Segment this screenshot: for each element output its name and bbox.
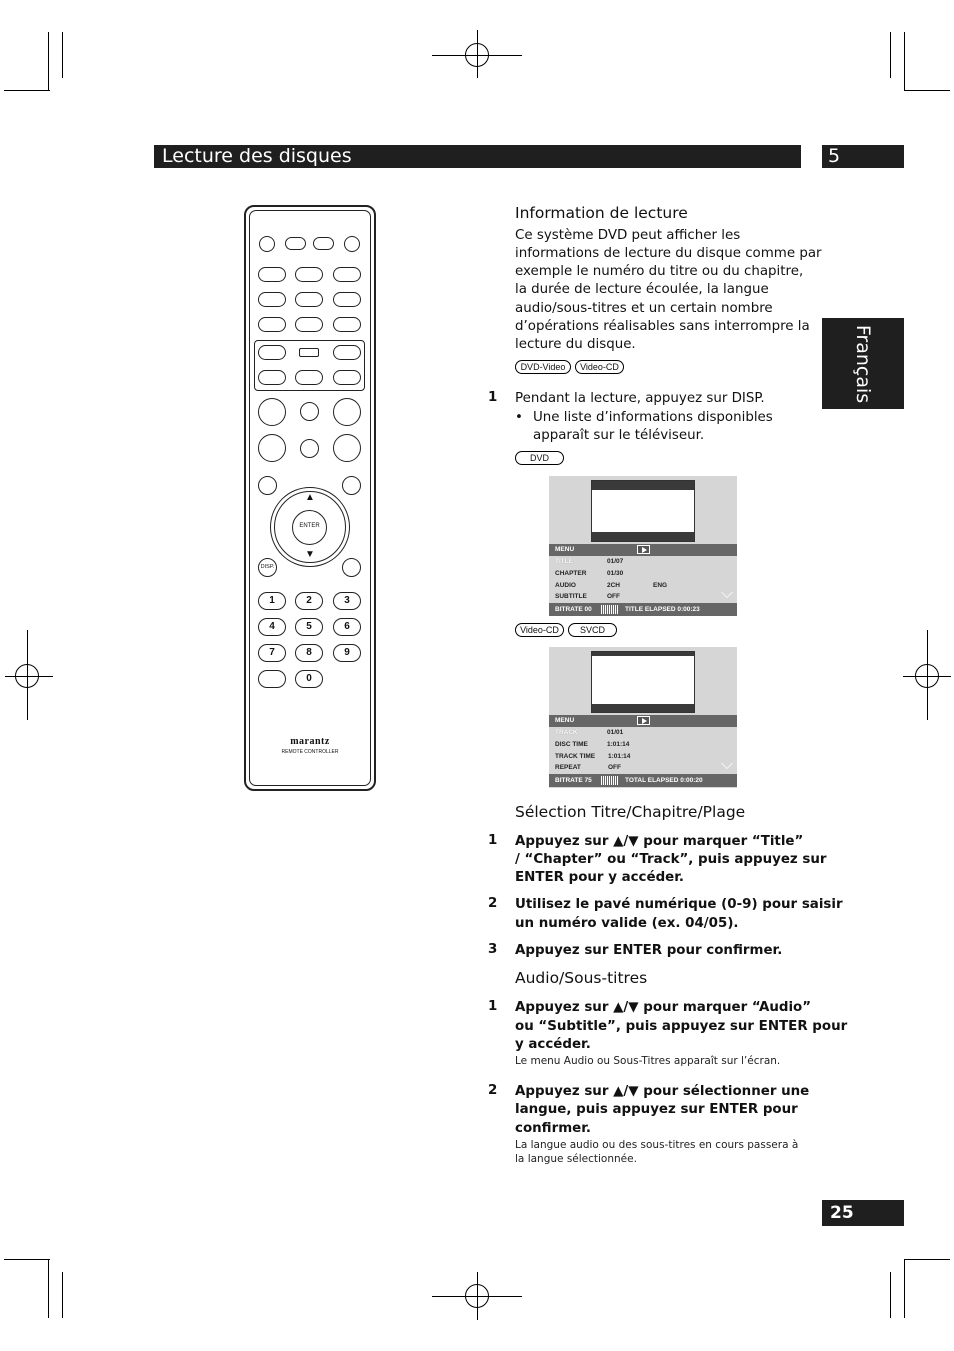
- selection-step-line: un numéro valide (ex. 04/05).: [515, 916, 739, 931]
- section-title: Lecture des disques: [154, 145, 801, 168]
- audio-step-note: Le menu Audio ou Sous-Titres apparaît sur l’écran.: [515, 1055, 781, 1067]
- osd-row-label: TITLE: [555, 558, 574, 565]
- remote-button: [333, 267, 361, 282]
- step-number: 1: [488, 999, 498, 1014]
- remote-button: [258, 434, 286, 462]
- disc-tag-dvd-video: DVD-Video: [515, 360, 571, 374]
- number-button: 1: [258, 592, 286, 610]
- step-number: 3: [488, 942, 498, 957]
- selection-step-line: Appuyez sur ▲/▼ pour marquer “Title”: [515, 834, 804, 849]
- osd-status-bar: [549, 774, 737, 787]
- osd-row-label: REPEAT: [555, 764, 581, 771]
- osd-row-value: 01/30: [607, 570, 624, 577]
- audio-step-line: confirmer.: [515, 1121, 592, 1136]
- remote-button: [333, 398, 361, 426]
- remote-button: [258, 476, 277, 495]
- audio-step-line: y accéder.: [515, 1037, 591, 1052]
- remote-button: [300, 402, 319, 421]
- osd-row-value: 1:01:14: [607, 741, 630, 748]
- remote-button: [342, 558, 361, 577]
- scroll-down-icon: [721, 592, 733, 598]
- remote-button: [313, 237, 334, 250]
- number-button: 8: [295, 644, 323, 662]
- osd-bitrate: BITRATE 00: [555, 606, 592, 613]
- osd-row-label: AUDIO: [555, 582, 576, 589]
- info-intro-line: lecture du disque.: [515, 337, 636, 352]
- remote-button: [333, 370, 361, 385]
- disc-tag-svcd: SVCD: [568, 623, 617, 637]
- bullet-line: apparaît sur le téléviseur.: [533, 428, 705, 443]
- tv-preview-bar: [592, 481, 694, 490]
- number-button: 2: [295, 592, 323, 610]
- disc-tag-video-cd: Video-CD: [575, 360, 624, 374]
- selection-heading: Sélection Titre/Chapitre/Plage: [515, 803, 746, 821]
- selection-step-line: / “Chapter” ou “Track”, puis appuyez sur: [515, 852, 827, 867]
- bitrate-meter-icon: [601, 776, 619, 785]
- play-icon: [637, 545, 650, 554]
- info-heading: Information de lecture: [515, 204, 688, 222]
- audio-step-note: la langue sélectionnée.: [515, 1153, 637, 1165]
- info-intro-line: la durée de lecture écoulée, la langue: [515, 282, 769, 297]
- tv-preview: [591, 480, 695, 542]
- selection-step-line: ENTER pour y accéder.: [515, 870, 685, 885]
- remote-button: [258, 670, 286, 688]
- remote-button: [259, 236, 275, 252]
- chapter-number: 5: [822, 145, 904, 168]
- remote-button: [333, 434, 361, 462]
- audio-heading: Audio/Sous-titres: [515, 969, 648, 987]
- remote-button: [295, 317, 323, 332]
- disc-tag-dvd: DVD: [515, 451, 564, 465]
- dvd-info-screen: [549, 476, 737, 616]
- remote-button: [258, 398, 286, 426]
- number-button: 3: [333, 592, 361, 610]
- number-button: 0: [295, 670, 323, 688]
- remote-button: [258, 292, 286, 307]
- osd-status-bar: [549, 603, 737, 616]
- play-icon: [637, 716, 650, 725]
- remote-button: [333, 292, 361, 307]
- osd-row-label: DISC TIME: [555, 741, 588, 748]
- page-number: 25: [822, 1200, 904, 1226]
- osd-elapsed: TITLE ELAPSED 0:00:23: [625, 606, 700, 613]
- osd-row-label: TRACK: [555, 729, 578, 736]
- step-number: 2: [488, 896, 498, 911]
- audio-step-line: Appuyez sur ▲/▼ pour marquer “Audio”: [515, 1000, 812, 1015]
- info-intro-line: d’opérations réalisables sans interrompre la: [515, 319, 810, 334]
- remote-button: [333, 345, 361, 360]
- selection-step-line: Utilisez le pavé numérique (0-9) pour saisir: [515, 897, 843, 912]
- number-button: 4: [258, 618, 286, 636]
- tv-preview-bar: [592, 704, 694, 712]
- brand-logo: marantz: [290, 736, 330, 747]
- remote-button: [295, 267, 323, 282]
- osd-row-value: 01/01: [607, 729, 624, 736]
- number-button: 5: [295, 618, 323, 636]
- step-number: 2: [488, 1083, 498, 1098]
- osd-row-label: SUBTITLE: [555, 593, 587, 600]
- osd-row-label: TRACK TIME: [555, 753, 596, 760]
- remote-button: [333, 317, 361, 332]
- tv-preview-bar: [592, 652, 694, 656]
- selection-step-line: Appuyez sur ENTER pour confirmer.: [515, 943, 783, 958]
- osd-row-value: 01/07: [607, 558, 624, 565]
- info-intro-line: audio/sous-titres et un certain nombre: [515, 301, 773, 316]
- up-arrow-icon: ▲: [305, 492, 315, 503]
- remote-button: [344, 236, 360, 252]
- remote-button: [342, 476, 361, 495]
- remote-button: [299, 348, 319, 357]
- remote-button: [295, 370, 323, 385]
- audio-step-line: langue, puis appuyez sur ENTER pour: [515, 1102, 798, 1117]
- step-number: 1: [488, 390, 498, 405]
- remote-button: [258, 267, 286, 282]
- osd-menu-label: MENU: [555, 546, 575, 553]
- remote-button: [258, 317, 286, 332]
- tv-preview: [591, 651, 695, 713]
- down-arrow-icon: ▼: [305, 549, 315, 560]
- audio-step-line: ou “Subtitle”, puis appuyez sur ENTER pour: [515, 1019, 848, 1034]
- number-button: 7: [258, 644, 286, 662]
- tv-preview-bar: [592, 532, 694, 541]
- osd-elapsed: TOTAL ELAPSED 0:00:20: [625, 777, 703, 784]
- bullet-line: Une liste d’informations disponibles: [533, 410, 773, 425]
- brand-subtitle: REMOTE CONTROLLER: [281, 749, 339, 755]
- remote-button: [300, 439, 319, 458]
- language-tab: [822, 318, 904, 409]
- osd-row-value: OFF: [608, 764, 621, 771]
- vcd-info-screen: [549, 647, 737, 788]
- osd-row-extra: ENG: [653, 582, 668, 589]
- number-button: 6: [333, 618, 361, 636]
- disp-button-label: DISP.: [260, 564, 275, 570]
- disc-tag-video-cd: Video-CD: [515, 623, 564, 637]
- info-step-1: Pendant la lecture, appuyez sur DISP.: [515, 391, 765, 406]
- bitrate-meter-icon: [601, 605, 619, 614]
- osd-bitrate: BITRATE 75: [555, 777, 592, 784]
- info-intro-line: exemple le numéro du titre ou du chapitre,: [515, 264, 804, 279]
- remote-button: [258, 370, 286, 385]
- info-intro-line: Ce système DVD peut afficher les: [515, 228, 741, 243]
- scroll-down-icon: [721, 763, 733, 769]
- step-number: 1: [488, 833, 498, 848]
- osd-row-value: 1:01:14: [608, 753, 631, 760]
- remote-button: [258, 345, 286, 360]
- audio-step-note: La langue audio ou des sous-titres en cours passera à: [515, 1139, 799, 1151]
- osd-menu-label: MENU: [555, 717, 575, 724]
- audio-step-line: Appuyez sur ▲/▼ pour sélectionner une: [515, 1084, 810, 1099]
- remote-button: [295, 292, 323, 307]
- osd-row-label: CHAPTER: [555, 570, 587, 577]
- remote-button: [285, 237, 306, 250]
- osd-row-value: 2CH: [607, 582, 621, 589]
- number-button: 9: [333, 644, 361, 662]
- osd-row-value: OFF: [607, 593, 620, 600]
- bullet-icon: •: [515, 410, 523, 425]
- info-intro-line: informations de lecture du disque comme par: [515, 246, 822, 261]
- enter-button-label: ENTER: [299, 523, 320, 529]
- language-tab-label: Français: [852, 324, 874, 403]
